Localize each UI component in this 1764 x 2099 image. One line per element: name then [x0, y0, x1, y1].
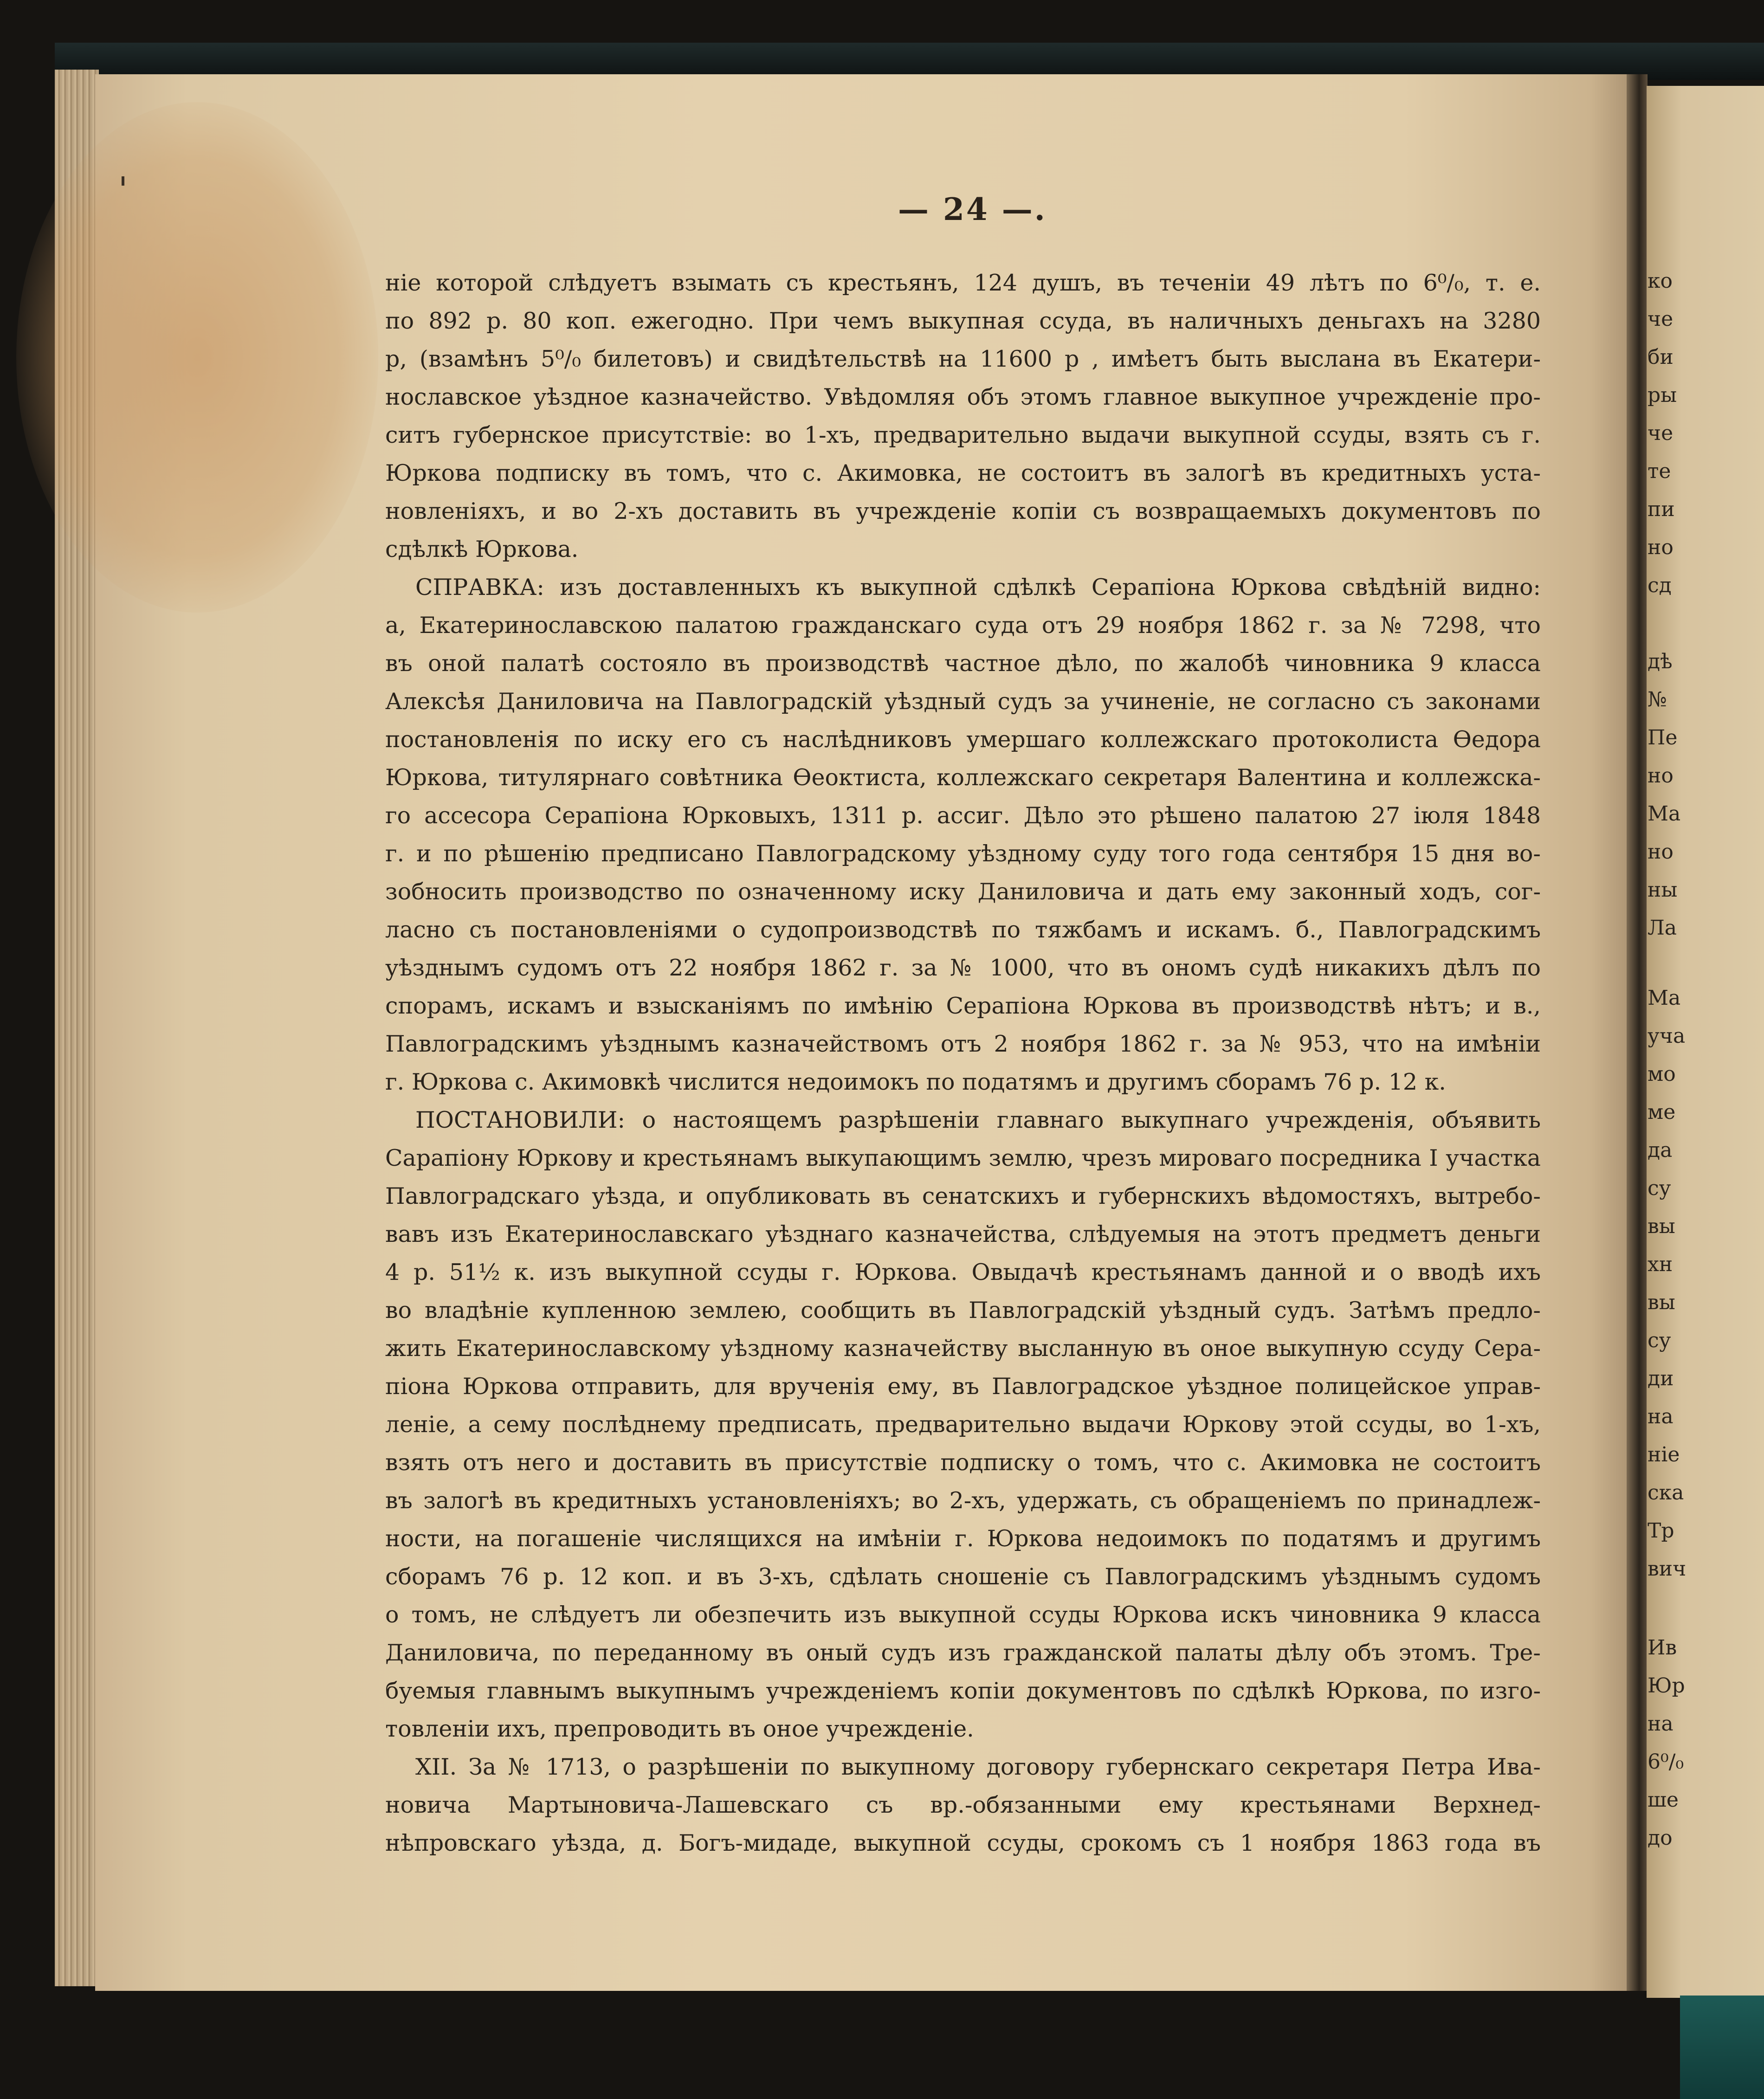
right-page-fragment: пи	[1648, 497, 1675, 521]
right-page-fragment: су	[1648, 1329, 1671, 1352]
text-line: г. Юркова с. Акимовкѣ числится недоимокъ по податямъ и другимъ сборамъ 76 р. 12 к.	[385, 1069, 1446, 1095]
text-line: нѣпровскаго уѣзда, д. Богъ-мидаде, выкупной ссуды, срокомъ съ 1 ноября 1863 года въ	[385, 1830, 1541, 1856]
right-page-fragment: ме	[1648, 1100, 1676, 1124]
text-line: зобносить производство по означенному иску Даниловича и дать ему законный ходъ, сог-	[385, 878, 1541, 905]
text-line: Павлоградскаго уѣзда, и опубликовать въ сенатскихъ и губернскихъ вѣдомостяхъ, вытребо-	[385, 1183, 1541, 1209]
text-line: жить Екатеринославскому уѣздному казначейству высланную въ оное выкупную ссуду Сера-	[385, 1335, 1541, 1362]
text-line: въ оной палатѣ состояло въ производствѣ частное дѣло, по жалобѣ чиновника 9 класса	[385, 650, 1541, 677]
text-line: новленіяхъ, и во 2-хъ доставить въ учрежденіе копіи съ возвращаемыхъ документовъ по	[385, 498, 1541, 524]
text-line: буемыя главнымъ выкупнымъ учрежденіемъ копіи документовъ по сдѣлкѣ Юркова, по изго-	[385, 1678, 1541, 1704]
right-page-fragment: Юр	[1648, 1674, 1685, 1698]
text-line: вавъ изъ Екатеринославскаго уѣзднаго казначейства, слѣдуемыя на этотъ предметъ деньги	[385, 1221, 1541, 1247]
text-line: сборамъ 76 р. 12 коп. и въ 3-хъ, сдѣлать сношеніе съ Павлоградскимъ уѣзднымъ судомъ	[385, 1563, 1541, 1590]
teal-background-band	[1680, 1996, 1764, 2099]
text-line: Алексѣя Даниловича на Павлоградскій уѣздный судъ за учиненіе, не согласно съ законами	[385, 688, 1541, 715]
right-page-fragment: вич	[1648, 1557, 1686, 1581]
text-line: спорамъ, искамъ и взысканіямъ по имѣнію Серапіона Юркова въ производствѣ нѣтъ; и в.,	[385, 993, 1541, 1019]
right-page-fragment: хн	[1648, 1253, 1673, 1276]
right-page-fragment: Ма	[1648, 802, 1681, 826]
text-line: ласно съ постановленіями о судопроизводствѣ по тяжбамъ и искамъ. б., Павлоградскимъ	[385, 917, 1541, 943]
right-page-fragment: би	[1648, 345, 1674, 369]
right-page-fragment: ніе	[1648, 1443, 1680, 1466]
text-line: нославское уѣздное казначейство. Увѣдомляя объ этомъ главное выкупное учрежденіе про-	[385, 384, 1541, 410]
text-line: по 892 р. 80 коп. ежегодно. При чемъ выкупная ссуда, въ наличныхъ деньгахъ на 3280	[385, 308, 1541, 334]
text-line: сдѣлкѣ Юркова.	[385, 536, 579, 562]
right-page-fragment: ко	[1648, 269, 1673, 293]
text-line: леніе, а сему послѣднему предписать, предварительно выдачи Юркову этой ссуды, во 1-хъ,	[385, 1411, 1541, 1438]
text-line: уѣзднымъ судомъ отъ 22 ноября 1862 г. за № 1000, что въ ономъ судѣ никакихъ дѣлъ по	[385, 955, 1541, 981]
right-page-fragment: мо	[1648, 1062, 1676, 1086]
text-line: ніе которой слѣдуетъ взымать съ крестьянъ, 124 душъ, въ теченіи 49 лѣтъ по 6⁰/₀, т. е.	[385, 270, 1541, 296]
text-line: Даниловича, по переданному въ оный судъ изъ гражданской палаты дѣлу объ этомъ. Тре-	[385, 1640, 1541, 1666]
text-line: СПРАВКА: изъ доставленныхъ къ выкупной сдѣлкѣ Серапіона Юркова свѣдѣній видно:	[415, 574, 1541, 601]
right-page-fragment: но	[1648, 536, 1674, 559]
right-page-fragment: вы	[1648, 1214, 1675, 1238]
right-page-fragment: че	[1648, 307, 1674, 331]
text-line: го ассесора Серапіона Юрковыхъ, 1311 р. ассиг. Дѣло это рѣшено палатою 27 іюля 1848	[385, 802, 1541, 829]
right-page-fragment: вы	[1648, 1291, 1675, 1314]
right-page-fragment: ны	[1648, 878, 1678, 902]
text-line: г. и по рѣшенію предписано Павлоградскому уѣздному суду того года сентября 15 дня во-	[385, 840, 1541, 867]
right-page-fragment: сд	[1648, 574, 1672, 597]
text-line: р, (взамѣнъ 5⁰/₀ билетовъ) и свидѣтельствѣ на 11600 р , имѣетъ быть выслана въ Екатери-	[385, 346, 1541, 372]
right-page-fragment: уча	[1648, 1024, 1686, 1048]
water-stain	[16, 102, 378, 613]
text-line: товленіи ихъ, препроводить въ оное учрежденіе.	[385, 1716, 974, 1742]
text-line: 4 р. 51½ к. изъ выкупной ссуды г. Юркова. Овыдачѣ крестьянамъ данной и о вводѣ ихъ	[385, 1259, 1541, 1285]
text-line: о томъ, не слѣдуетъ ли обезпечить изъ выкупной ссуды Юркова искъ чиновника 9 класса	[385, 1602, 1541, 1628]
text-line: XII. За № 1713, о разрѣшеніи по выкупному договору губернскаго секретаря Петра Ива-	[415, 1754, 1541, 1780]
text-line: въ залогѣ въ кредитныхъ установленіяхъ; во 2-хъ, удержать, съ обращеніемъ по принадлеж-	[385, 1487, 1541, 1514]
text-line: ПОСТАНОВИЛИ: о настоящемъ разрѣшеніи главнаго выкупнаго учрежденія, объявить	[415, 1107, 1541, 1133]
right-page-fragment: че	[1648, 421, 1674, 445]
right-page-fragment: но	[1648, 840, 1674, 864]
right-page-fragment: ры	[1648, 383, 1677, 407]
text-line: взять отъ него и доставить въ присутствіе подписку о томъ, что с. Акимовка не состоитъ	[385, 1449, 1541, 1476]
right-page-fragment: Пе	[1648, 726, 1678, 749]
right-page-fragment: на	[1648, 1405, 1674, 1428]
right-page-fragment: дѣ	[1648, 650, 1673, 673]
right-page-fragment: су	[1648, 1176, 1671, 1200]
right-page-fragment: до	[1648, 1826, 1673, 1850]
text-line: новича Мартыновича-Лашевскаго съ вр.-обязанными ему крестьянами Верхнед-	[385, 1792, 1541, 1818]
text-line: во владѣніе купленною землею, сообщить въ Павлоградскій уѣздный судъ. Затѣмъ предло-	[385, 1297, 1541, 1324]
page-number: — 24 —.	[898, 191, 1047, 227]
right-page-fragment: Тр	[1648, 1519, 1674, 1543]
text-line: піона Юркова отправить, для врученія ему, въ Павлоградское уѣздное полицейское управ-	[385, 1373, 1541, 1400]
text-line: а, Екатеринославскою палатою гражданскаго суда отъ 29 ноября 1862 г. за № 7298, что	[385, 612, 1541, 639]
text-line: ности, на погашеніе числящихся на имѣніи г. Юркова недоимокъ по податямъ и другимъ	[385, 1525, 1541, 1552]
right-page-fragment: Ив	[1648, 1636, 1677, 1660]
right-page	[1647, 86, 1764, 1998]
right-page-fragment: да	[1648, 1138, 1673, 1162]
right-page-fragment: но	[1648, 764, 1674, 788]
right-page-fragment: 6⁰/₀	[1648, 1750, 1684, 1774]
text-line: Юркова, титулярнаго совѣтника Ѳеоктиста, коллежскаго секретаря Валентина и коллежска-	[385, 764, 1541, 791]
right-page-fragment: ска	[1648, 1481, 1684, 1505]
right-page-fragment: на	[1648, 1712, 1674, 1736]
text-line: Юркова подписку въ томъ, что с. Акимовка, не состоитъ въ залогѣ въ кредитныхъ уста-	[385, 460, 1541, 486]
text-line: Павлоградскимъ уѣзднымъ казначействомъ отъ 2 ноября 1862 г. за № 953, что на имѣніи	[385, 1031, 1541, 1057]
right-page-fragment: те	[1648, 459, 1671, 483]
right-page-fragment: ди	[1648, 1367, 1674, 1390]
text-line: ситъ губернское присутствіе: во 1-хъ, предварительно выдачи выкупной ссуды, взять съ г.	[385, 422, 1541, 448]
right-page-fragment: №	[1648, 688, 1667, 711]
right-page-fragment: Ма	[1648, 986, 1681, 1010]
right-page-fragment: Ла	[1648, 916, 1677, 940]
text-line: постановленія по иску его съ наслѣдниковъ умершаго коллежскаго протоколиста Ѳедора	[385, 726, 1541, 753]
right-page-fragment: ше	[1648, 1788, 1679, 1812]
book-gutter	[1627, 74, 1648, 1991]
text-line: Сарапіону Юркову и крестьянамъ выкупающимъ землю, чрезъ мироваго посредника I участка	[385, 1145, 1541, 1171]
margin-tick	[122, 176, 124, 186]
